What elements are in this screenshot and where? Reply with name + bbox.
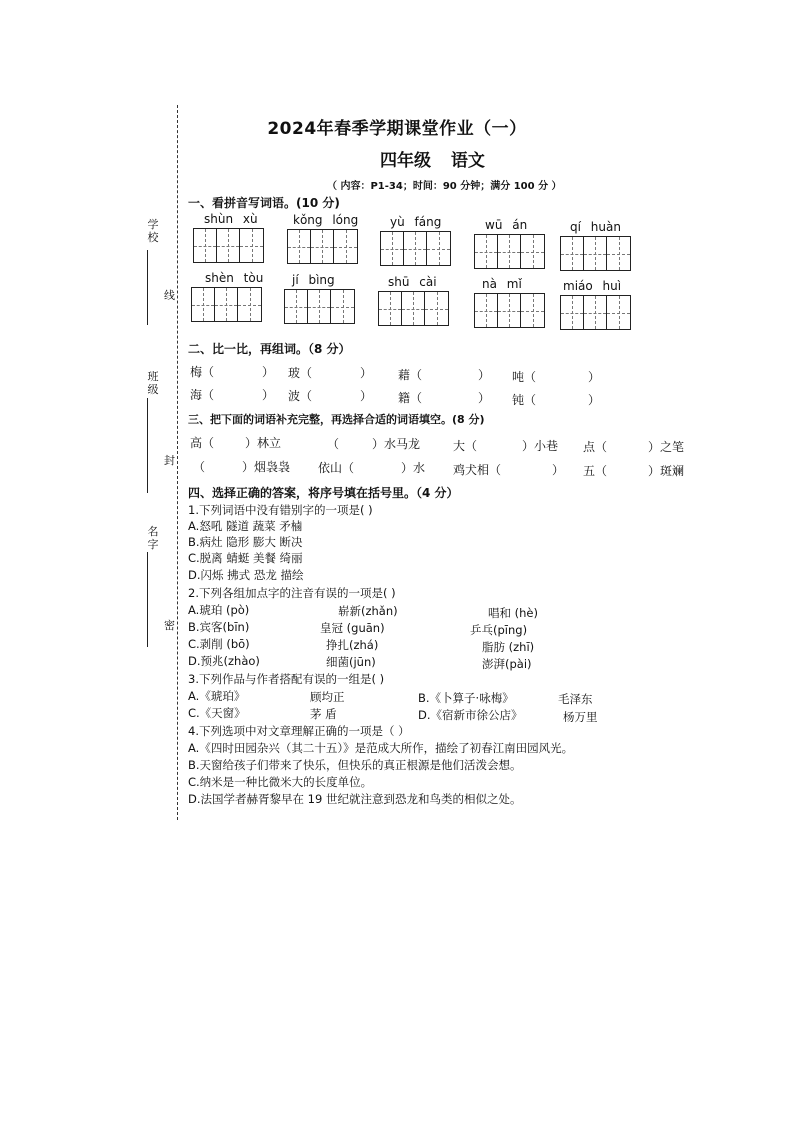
pinyin-9: nà mǐ [482, 277, 522, 291]
s3-r1-c4-open: 点（ [583, 440, 608, 454]
s2-r2-c4-close[interactable]: ） [588, 393, 601, 407]
s3-r1-c3-close[interactable]: ）小巷 [522, 439, 559, 453]
s3-r2-c1-close[interactable]: ）烟袅袅 [242, 460, 291, 474]
q2-b-2: 皇冠 (guān) [320, 621, 385, 635]
s2-r2-c4-open: 钝（ [512, 393, 537, 407]
answer-grid-10[interactable] [560, 295, 631, 330]
q2-a-2: 崭新(zhǎn) [338, 604, 398, 618]
pinyin-4: wū án [485, 218, 528, 232]
pinyin-10: miáo huì [563, 279, 622, 293]
s2-r1-c1-open: 梅（ [190, 365, 215, 379]
answer-grid-2[interactable] [287, 229, 358, 264]
pinyin-3: yù fáng [390, 215, 442, 229]
q1-option-b: B.病灶 隐形 膨大 断决 [188, 535, 303, 549]
name-label: 名字 [147, 525, 159, 551]
q2-a-1: A.琥珀 (pò) [188, 603, 250, 617]
pinyin-1: shùn xù [204, 212, 258, 226]
q2-stem: 2.下列各组加点字的注音有误的一项是( ) [188, 586, 396, 600]
s3-r2-c3-close[interactable]: ） [552, 463, 565, 477]
q4-option-b: B.天窗给孩子们带来了快乐，但快乐的真正根源是他们活泼会想。 [188, 758, 522, 772]
s2-r2-c1-close[interactable]: ） [262, 388, 275, 402]
q3-a-author: 顾均正 [310, 690, 345, 704]
answer-grid-7[interactable] [284, 289, 355, 324]
school-label: 学校 [147, 218, 159, 244]
q3-d-work: D.《宿新市徐公店》 [418, 708, 523, 722]
section1-heading: 一、看拼音写词语。(10 分) [188, 196, 340, 210]
class-line [147, 398, 148, 493]
section4-heading: 四、选择正确的答案，将序号填在括号里。（4 分） [188, 486, 459, 500]
pinyin-6: shèn tòu [205, 271, 264, 285]
q2-d-3: 澎湃(pài) [482, 657, 532, 671]
q1-option-a: A.怒吼 隧道 蔬菜 矛樐 [188, 519, 303, 533]
s2-r2-c2-close[interactable]: ） [360, 389, 373, 403]
s3-r1-c4-close[interactable]: ）之笔 [648, 440, 685, 454]
binding-dashed-line [177, 105, 178, 820]
name-line [147, 552, 148, 647]
s3-r1-c2-close[interactable]: ）水马龙 [372, 437, 421, 451]
s2-r2-c2-open: 波（ [288, 389, 313, 403]
s2-r1-c3-open: 藉（ [398, 368, 423, 382]
q3-d-author: 杨万里 [563, 710, 598, 724]
answer-grid-3[interactable] [380, 231, 451, 266]
q4-option-d: D.法国学者赫胥黎早在 19 世纪就注意到恐龙和鸟类的相似之处。 [188, 792, 522, 806]
answer-grid-6[interactable] [191, 287, 262, 322]
s3-r2-c4-close[interactable]: ）斑斓 [648, 464, 685, 478]
q4-option-a: A.《四时田园杂兴（其二十五）》是范成大所作，描绘了初春江南田园风光。 [188, 741, 574, 755]
section2-heading: 二、比一比，再组词。（8 分） [188, 342, 351, 356]
q2-d-2: 细菌(jūn) [326, 655, 376, 669]
s2-r1-c3-close[interactable]: ） [478, 368, 491, 382]
q3-c-author: 茅 盾 [310, 707, 337, 721]
s3-r1-c1-open: 高（ [190, 436, 215, 450]
s2-r1-c2-close[interactable]: ） [360, 366, 373, 380]
q2-a-3: 唱和 (hè) [488, 606, 538, 620]
s2-r1-c2-open: 玻（ [288, 366, 313, 380]
q1-option-c: C.脱离 蜻蜓 美餐 绮丽 [188, 551, 303, 565]
s2-r2-c1-open: 海（ [190, 388, 215, 402]
q2-b-3: 乒乓(pīng) [470, 623, 528, 637]
q2-c-1: C.剥削 (bō) [188, 637, 250, 651]
section3-heading: 三、把下面的词语补充完整，再选择合适的词语填空。(8 分) [188, 413, 485, 426]
q2-b-1: B.宾客(bīn) [188, 620, 250, 634]
q2-d-1: D.预兆(zhào) [188, 654, 260, 668]
s2-r1-c1-close[interactable]: ） [262, 365, 275, 379]
s2-r2-c3-open: 籍（ [398, 391, 423, 405]
s3-r2-c2-open: 依山（ [318, 461, 355, 475]
q3-b-work: B.《卜算子·咏梅》 [418, 691, 514, 705]
school-line [147, 250, 148, 325]
q2-c-2: 挣扎(zhá) [326, 638, 379, 652]
answer-grid-8[interactable] [378, 291, 449, 326]
s3-r2-c3-open: 鸡犬相（ [453, 463, 502, 477]
s2-r1-c4-close[interactable]: ） [588, 370, 601, 384]
q3-stem: 3.下列作品与作者搭配有误的一组是( ) [188, 672, 385, 686]
q1-stem: 1.下列词语中没有错别字的一项是( ) [188, 503, 373, 517]
s3-r1-c1-close[interactable]: ）林立 [245, 436, 282, 450]
s3-r1-c3-open: 大（ [453, 439, 478, 453]
class-label: 班级 [147, 370, 159, 396]
seal-mark-feng: 封 [164, 454, 175, 467]
pinyin-2: kǒng lóng [293, 213, 359, 227]
q4-stem: 4.下列选项中对文章理解正确的一项是（ ） [188, 724, 410, 738]
s2-r1-c4-open: 吨（ [512, 370, 537, 384]
exam-info: （ 内容：P1-34；时间：90 分钟；满分 100 分 ） [327, 181, 562, 192]
s2-r2-c3-close[interactable]: ） [478, 391, 491, 405]
answer-grid-5[interactable] [560, 236, 631, 271]
q3-a-work: A.《琥珀》 [188, 689, 246, 703]
q4-option-c: C.纳米是一种比微米大的长度单位。 [188, 775, 373, 789]
page-subtitle: 四年级 语文 [380, 151, 485, 171]
q3-c-work: C.《天窗》 [188, 706, 246, 720]
answer-grid-4[interactable] [474, 234, 545, 269]
page-title: 2024年春季学期课堂作业（一） [267, 119, 527, 139]
s3-r2-c4-open: 五（ [583, 464, 608, 478]
seal-mark-mi: 密 [164, 619, 175, 632]
q1-option-d: D.闪烁 拂式 恐龙 描绘 [188, 568, 304, 582]
q2-c-3: 脂肪 (zhī) [482, 640, 535, 654]
s3-r2-c2-close[interactable]: ）水 [401, 461, 426, 475]
pinyin-7: jí bìng [292, 273, 335, 287]
pinyin-5: qí huàn [570, 220, 621, 234]
pinyin-8: shū cài [388, 275, 437, 289]
s3-r2-c1-open: （ [193, 460, 206, 474]
answer-grid-9[interactable] [474, 293, 545, 328]
seal-mark-xian: 线 [164, 289, 175, 302]
s3-r1-c2-open: （ [327, 437, 340, 451]
answer-grid-1[interactable] [193, 228, 264, 263]
q3-b-author: 毛泽东 [558, 692, 593, 706]
